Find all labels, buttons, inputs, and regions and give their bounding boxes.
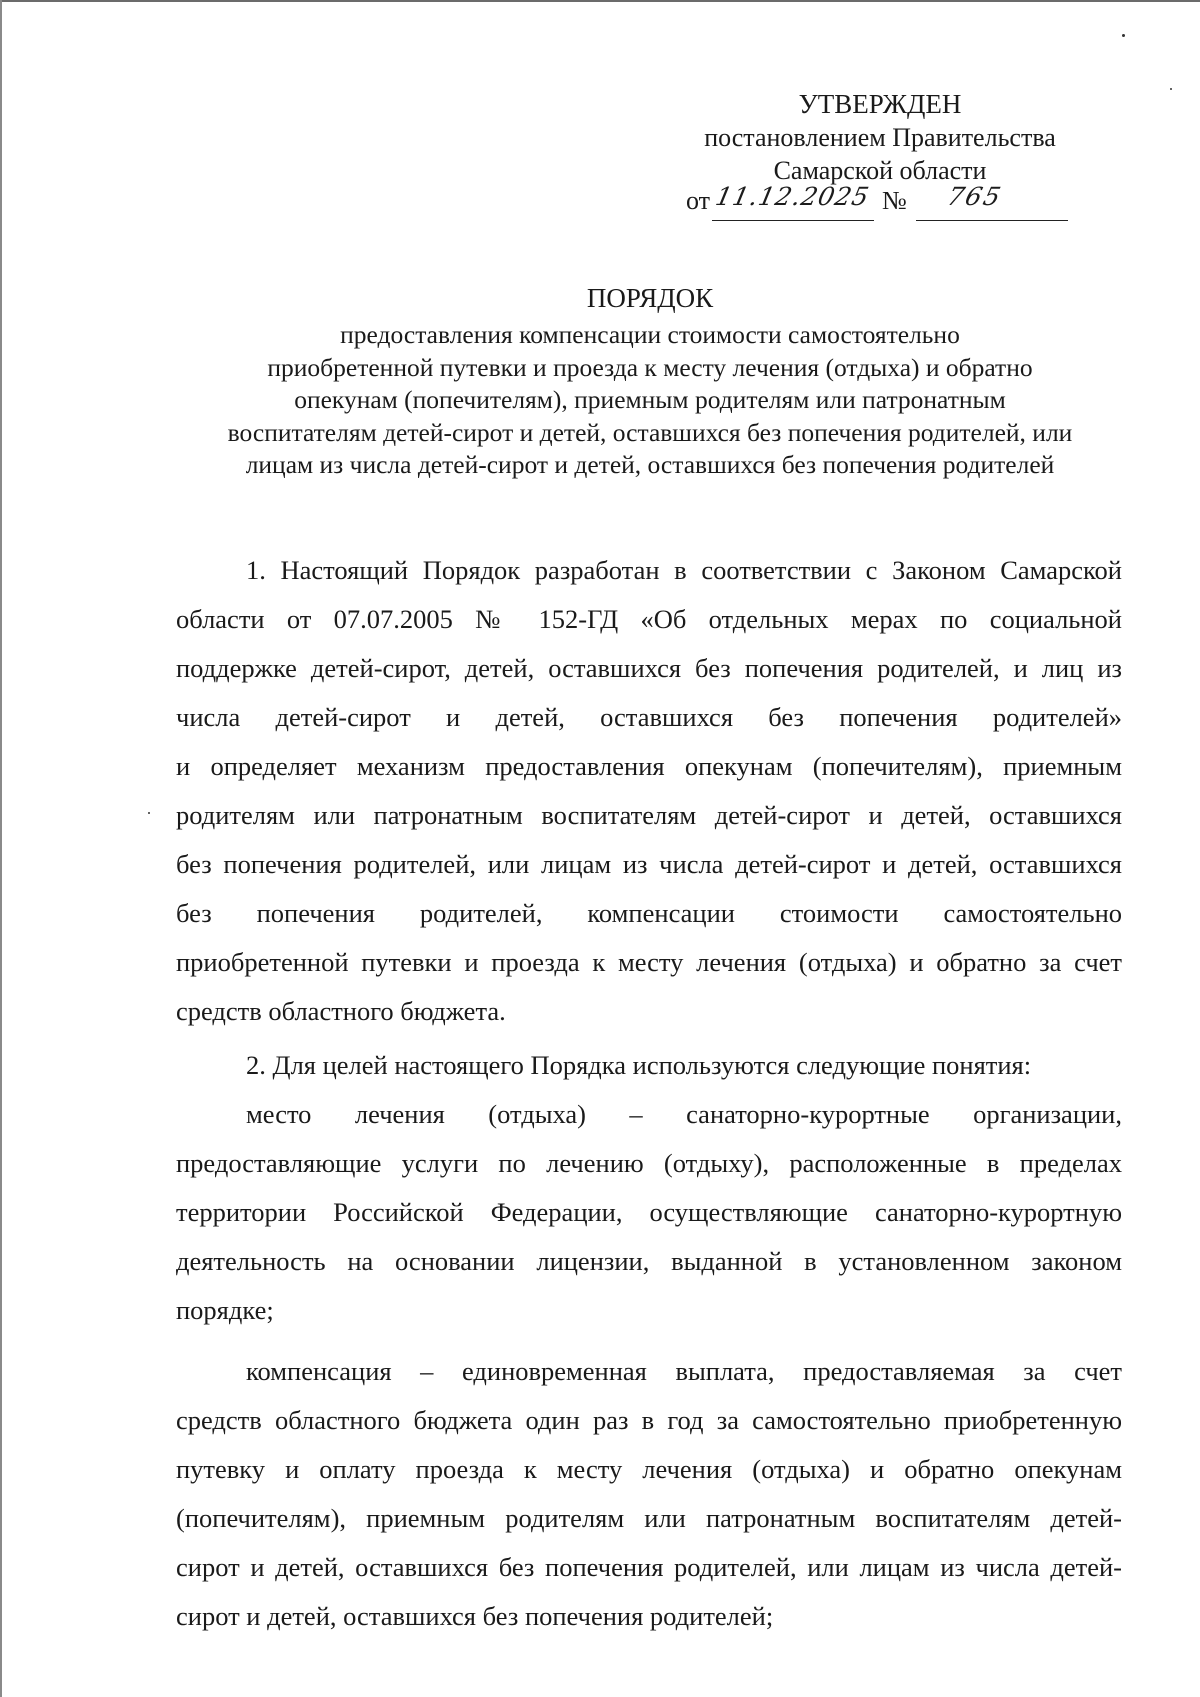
handwritten-number: 765 [944,182,1006,211]
date-prefix: от [686,186,711,215]
text-line: компенсация – единовременная выплата, предоставляемая за счет [246,1356,1122,1386]
text-line: (попечителям), приемным родителям или патронатным воспитателям детей- [176,1503,1122,1533]
scan-edge-top [0,0,1200,2]
approval-block [660,88,1100,187]
paragraph-1 [176,546,1122,1036]
paragraph-3 [176,1090,1122,1335]
text-line: территории Российской Федерации, осуществляющие санаторно-курортную [176,1197,1122,1227]
paragraph-4 [176,1347,1122,1641]
text-line: и определяет механизм предоставления опекунам (попечителям), приемным [176,751,1122,781]
handwritten-date: 11.12.2025 [712,182,873,211]
text-line: без попечения родителей, или лицам из числа детей-сирот и детей, оставшихся [176,849,1122,879]
subtitle-line: лицам из числа детей-сирот и детей, оставшихся без попечения родителей [245,450,1055,480]
number-sign: № [882,186,907,215]
text-line: без попечения родителей, компенсации стоимости самостоятельно [176,898,1122,928]
text-line: числа детей-сирот и детей, оставшихся без попечения родителей» [176,702,1122,732]
text-line: 1. Настоящий Порядок разработан в соответствии с Законом Самарской [246,555,1122,585]
document-body [176,546,1122,1641]
text-line: области от 07.07.2005 № 152-ГД «Об отдельных мерах по социальной [176,604,1122,634]
text-line: сирот и детей, оставшихся без попечения родителей; [176,1601,774,1631]
text-line: средств областного бюджета один раз в год за самостоятельно приобретенную [176,1405,1122,1435]
text-line: приобретенной путевки и проезда к месту лечения (отдыха) и обратно за счет [176,947,1122,977]
text-line: путевку и оплату проезда к месту лечения (отдыха) и обратно опекунам [176,1454,1122,1484]
subtitle-line: приобретенной путевки и проезда к месту лечения (отдыха) и обратно [267,352,1033,382]
text-line: 2. Для целей настоящего Порядка используются следующие понятия: [246,1050,1032,1080]
document-title: ПОРЯДОК [586,283,714,313]
document-subtitle [150,319,1150,482]
approval-line-1: постановлением Правительства [704,123,1056,152]
subtitle-line: предоставления компенсации стоимости самостоятельно [340,320,960,349]
approval-line-2: Самарской области [773,156,987,185]
scan-speck [1170,88,1172,90]
number-underline [916,220,1068,221]
scan-speck [148,812,150,814]
text-line: место лечения (отдыха) – санаторно-курортные организации, [246,1099,1122,1129]
text-line: предоставляющие услуги по лечению (отдыху), расположенные в пределах [176,1148,1122,1178]
approval-heading: УТВЕРЖДЕН [798,89,962,119]
date-underline [712,220,874,221]
approval-date-line [686,182,1068,222]
text-line: поддержке детей-сирот, детей, оставшихся без попечения родителей, и лиц из [176,653,1122,683]
text-line: порядке; [176,1295,274,1325]
text-line: деятельность на основании лицензии, выданной в установленном законом [176,1246,1122,1276]
paragraph-2 [176,1041,1122,1090]
text-line: родителям или патронатным воспитателям детей-сирот и детей, оставшихся [176,800,1122,830]
subtitle-line: опекунам (попечителям), приемным родителям или патронатным [294,385,1006,415]
scan-speck [1122,34,1125,37]
subtitle-line: воспитателям детей-сирот и детей, оставшихся без попечения родителей, или [227,417,1073,447]
text-line: средств областного бюджета. [176,996,506,1026]
scan-edge-left [0,0,2,1697]
text-line: сирот и детей, оставшихся без попечения родителей, или лицам из числа детей- [176,1552,1122,1582]
